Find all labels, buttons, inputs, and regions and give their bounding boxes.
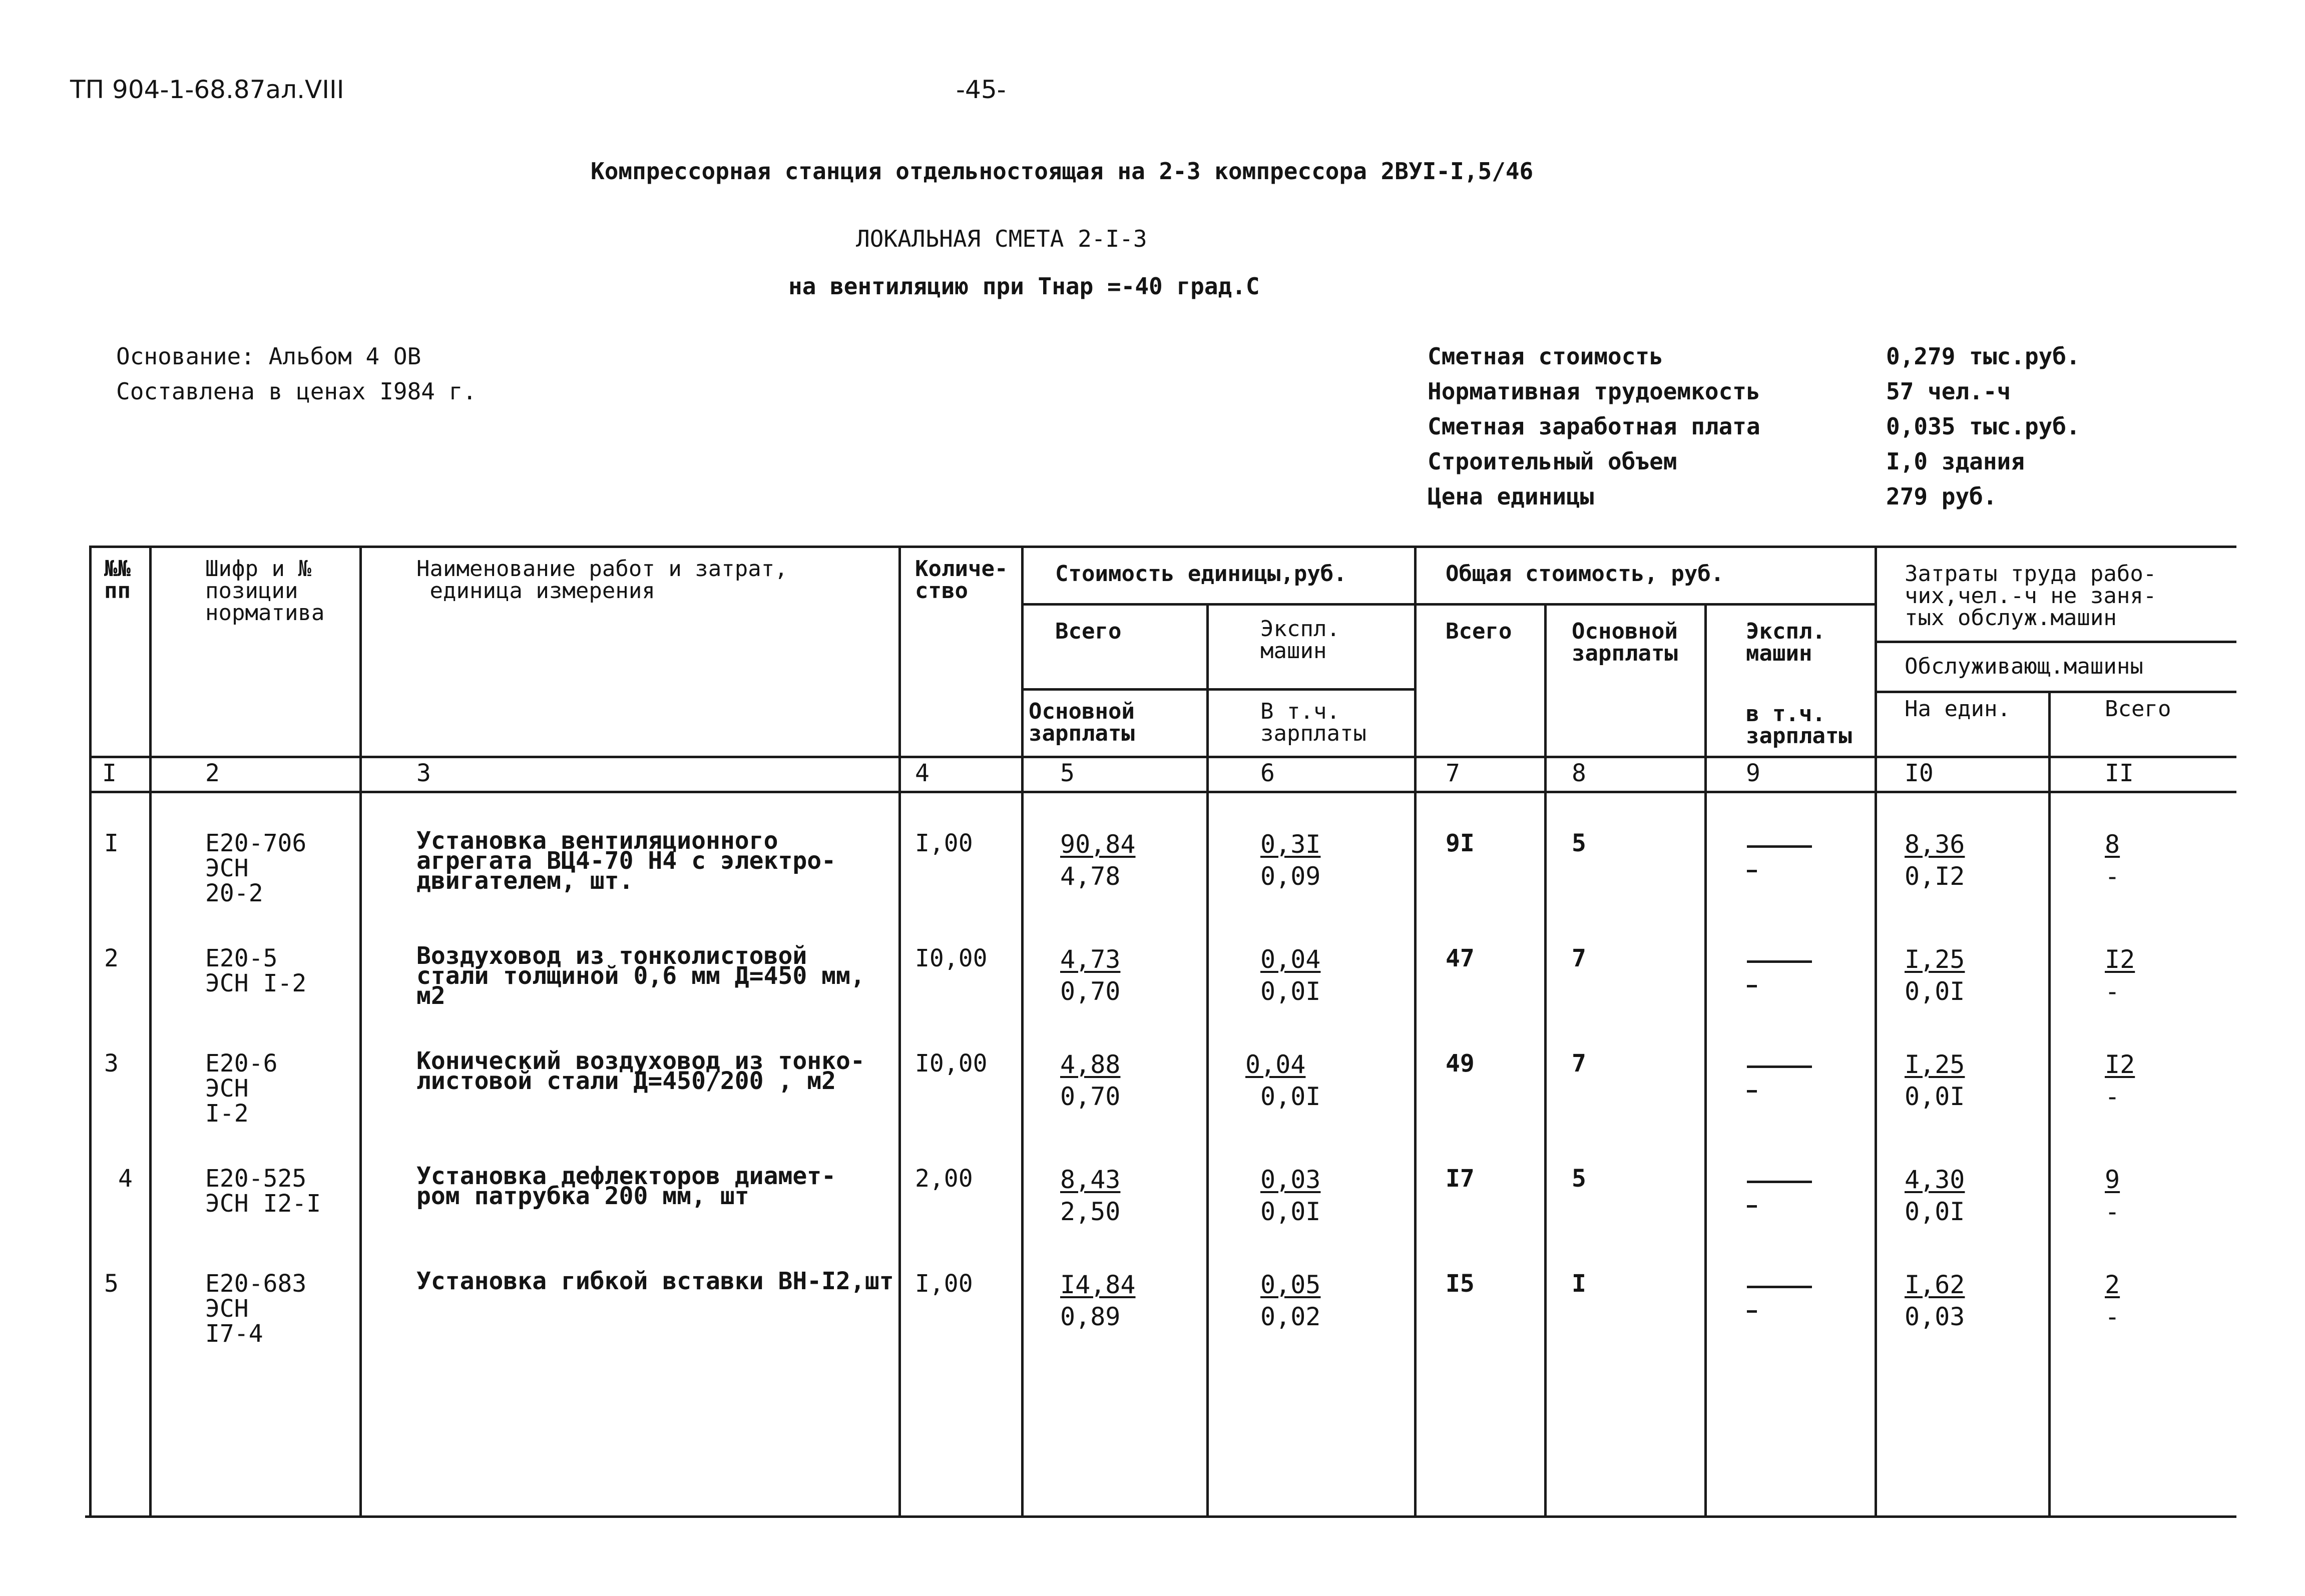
unit-total: 90,84 — [1060, 830, 1136, 859]
unit-incl-wages: 0,0I — [1260, 1197, 1321, 1226]
unit-incl-wages: 0,0I — [1260, 977, 1321, 1006]
table-top-rule — [89, 546, 2236, 548]
unit-wages: 0,89 — [1060, 1302, 1121, 1331]
total-machines-blank — [1747, 1164, 1822, 1208]
col-divider — [1704, 603, 1707, 1518]
row-quantity: I,00 — [915, 1270, 973, 1298]
row-code: Е20-706 ЭСН 20-2 — [205, 829, 307, 907]
row-unit-cost — [1060, 1048, 1140, 1113]
total-machines-blank — [1747, 943, 1822, 987]
col-number: 7 — [1446, 759, 1460, 787]
col-divider — [1021, 546, 1024, 1518]
unit-wages: 2,50 — [1060, 1197, 1121, 1226]
col-number: 6 — [1260, 759, 1275, 787]
total-all: 9I — [1446, 829, 1475, 857]
row-number: 2 — [104, 944, 119, 972]
summary-label: Строительный объем — [1428, 448, 1677, 475]
col-divider — [2048, 691, 2051, 1518]
labor-total: 9 — [2105, 1165, 2120, 1194]
row-unit-cost — [1060, 1164, 1140, 1228]
labor-service-rule — [1875, 691, 2236, 693]
row-number: 4 — [118, 1165, 133, 1193]
unit-wages: 0,70 — [1060, 1082, 1121, 1111]
summary-value: 279 руб. — [1886, 483, 1997, 510]
summary-value: I,0 здания — [1886, 448, 2025, 475]
basis-prices: Составлена в ценах I984 г. — [116, 378, 477, 405]
unit-cost-subrule — [1021, 688, 1414, 691]
summary-label: Нормативная трудоемкость — [1428, 378, 1760, 405]
header-labor-service: Обслуживающ.машины — [1905, 654, 2143, 679]
labor-total-dash: - — [2105, 977, 2120, 1006]
row-unit-cost — [1060, 943, 1140, 1007]
row-name: Установка дефлекторов диамет- ром патрубка 200 мм, шт — [416, 1162, 836, 1210]
labor-total-dash: - — [2105, 862, 2120, 891]
labor-service: 0,0I — [1905, 977, 1965, 1006]
header-quantity: Количе- ство — [915, 556, 1008, 604]
unit-incl-wages: 0,02 — [1260, 1302, 1321, 1331]
station-title: Компрессорная станция отдельностоящая на 2-3 компрессора 2ВУI-I,5/46 — [591, 158, 1534, 185]
total-wages: I — [1572, 1270, 1586, 1298]
col-divider — [898, 546, 901, 1518]
col-number: 8 — [1572, 759, 1586, 787]
col-number: 9 — [1746, 759, 1760, 787]
unit-total: 4,73 — [1060, 945, 1121, 974]
row-unit-machines — [1260, 828, 1340, 892]
row-unit-machines — [1260, 943, 1340, 1007]
summary-label: Цена единицы — [1428, 483, 1594, 510]
labor-total-dash: - — [2105, 1302, 2120, 1331]
page-number: -45- — [956, 75, 1006, 104]
unit-wages: 4,78 — [1060, 862, 1121, 891]
table-bottom-rule — [85, 1515, 2236, 1518]
summary-value: 57 чел.-ч — [1886, 378, 2011, 405]
row-labor-total — [2105, 943, 2185, 1007]
labor-rule — [1875, 641, 2236, 643]
total-all: I7 — [1446, 1165, 1475, 1193]
labor-total: 2 — [2105, 1270, 2120, 1299]
unit-total: 8,43 — [1060, 1165, 1121, 1194]
header-total-wages: Основной зарплаты — [1572, 619, 1678, 666]
col-number: 3 — [416, 759, 431, 787]
header-no: №№ пп — [104, 556, 131, 604]
header-labor: Затраты труда рабо- чих,чел.-ч не заня- тых обслуж.машин — [1905, 561, 2157, 631]
labor-total: I2 — [2105, 1050, 2135, 1079]
labor-unit: I,62 — [1905, 1270, 1965, 1299]
labor-total: I2 — [2105, 945, 2135, 974]
row-number: 3 — [104, 1049, 119, 1078]
row-labor-total — [2105, 1269, 2185, 1333]
labor-unit: I,25 — [1905, 945, 1965, 974]
summary-label: Сметная стоимость — [1428, 343, 1663, 370]
header-labor-unit: На един. — [1905, 696, 2011, 722]
row-quantity: I0,00 — [915, 944, 988, 972]
col-divider — [359, 546, 362, 1518]
estimate-title: ЛОКАЛЬНАЯ СМЕТА 2-I-3 — [856, 225, 1147, 252]
labor-total-dash: - — [2105, 1082, 2120, 1111]
row-quantity: I,00 — [915, 829, 973, 857]
total-all: 49 — [1446, 1049, 1475, 1078]
header-total-incl-wages: в т.ч. зарплаты — [1746, 701, 1852, 749]
header-name: Наименование работ и затрат, единица измерения — [416, 556, 788, 604]
col-number: II — [2105, 759, 2134, 787]
row-labor-total — [2105, 1048, 2185, 1113]
header-total-machines: Экспл. машин — [1746, 619, 1825, 666]
unit-incl-wages: 0,0I — [1260, 1082, 1321, 1111]
labor-service: 0,03 — [1905, 1302, 1965, 1331]
header-unit-total: Всего — [1055, 619, 1122, 644]
row-code: Е20-5 ЭСН I-2 — [205, 944, 307, 997]
row-name: Установка вентиляционного агрегата ВЦ4-70 Н4 с электро- двигателем, шт. — [416, 827, 836, 895]
row-quantity: I0,00 — [915, 1049, 988, 1078]
col-divider — [1414, 546, 1417, 1518]
unit-machines: 0,04 — [1245, 1050, 1306, 1079]
total-machines-blank — [1747, 1048, 1822, 1093]
labor-unit: 4,30 — [1905, 1165, 1965, 1194]
unit-total: 4,88 — [1060, 1050, 1121, 1079]
row-code: Е20-683 ЭСН I7-4 — [205, 1270, 307, 1348]
row-labor-total — [2105, 828, 2185, 892]
row-code: Е20-525 ЭСН I2-I — [205, 1165, 321, 1218]
header-code: Шифр и № позиции норматива — [205, 556, 325, 626]
total-wages: 7 — [1572, 944, 1586, 972]
row-labor-unit — [1905, 1269, 1985, 1333]
labor-unit: 8,36 — [1905, 830, 1965, 859]
unit-machines: 0,03 — [1260, 1165, 1321, 1194]
row-unit-machines — [1260, 1164, 1340, 1228]
estimate-subtitle: на вентиляцию при Тнар =-40 град.С — [788, 273, 1260, 300]
row-labor-unit — [1905, 828, 1985, 892]
labor-total-dash: - — [2105, 1197, 2120, 1226]
unit-machines: 0,05 — [1260, 1270, 1321, 1299]
labor-service: 0,0I — [1905, 1082, 1965, 1111]
header-unit-wages: Основной зарплаты — [1029, 699, 1135, 746]
col-divider — [1875, 546, 1877, 1518]
col-number-rule — [89, 791, 2236, 793]
document-code: ТП 904-1-68.87ал.VIII — [70, 75, 344, 104]
header-unit-machines: Экспл. машин — [1260, 616, 1340, 664]
labor-total: 8 — [2105, 830, 2120, 859]
col-number: I0 — [1905, 759, 1934, 787]
col-number: 5 — [1060, 759, 1075, 787]
summary-value: 0,035 тыс.руб. — [1886, 413, 2080, 440]
row-unit-cost — [1060, 828, 1140, 892]
header-total-all: Всего — [1446, 619, 1512, 644]
row-labor-unit — [1905, 1048, 1985, 1113]
col-divider — [1206, 603, 1209, 1518]
labor-unit: I,25 — [1905, 1050, 1965, 1079]
header-unit-incl-wages: В т.ч. зарплаты — [1260, 699, 1366, 746]
row-unit-machines — [1260, 1269, 1340, 1333]
total-wages: 7 — [1572, 1049, 1586, 1078]
row-unit-machines — [1245, 1048, 1325, 1113]
summary-label: Сметная заработная плата — [1428, 413, 1760, 440]
total-machines-blank — [1747, 828, 1822, 872]
col-number: 2 — [205, 759, 220, 787]
header-bottom-rule — [89, 756, 2236, 758]
unit-incl-wages: 0,09 — [1260, 862, 1321, 891]
row-name: Воздуховод из тонколистовой стали толщиной 0,6 мм Д=450 мм, м2 — [416, 942, 865, 1010]
header-labor-all: Всего — [2105, 696, 2171, 722]
row-name: Установка гибкой вставки ВН-I2,шт — [416, 1267, 894, 1295]
summary-value: 0,279 тыс.руб. — [1886, 343, 2080, 370]
total-cost-rule — [1414, 603, 1875, 606]
row-number: I — [104, 829, 119, 857]
unit-wages: 0,70 — [1060, 977, 1121, 1006]
col-divider — [89, 546, 92, 1518]
unit-cost-rule — [1021, 603, 1414, 606]
labor-service: 0,0I — [1905, 1197, 1965, 1226]
total-all: 47 — [1446, 944, 1475, 972]
row-code: Е20-6 ЭСН I-2 — [205, 1049, 278, 1128]
col-divider — [149, 546, 152, 1518]
unit-machines: 0,04 — [1260, 945, 1321, 974]
row-quantity: 2,00 — [915, 1165, 973, 1193]
header-total-cost: Общая стоимость, руб. — [1446, 561, 1724, 587]
total-machines-blank — [1747, 1269, 1822, 1313]
row-name: Конический воздуховод из тонко- листовой стали Д=450/200 , м2 — [416, 1047, 865, 1095]
unit-total: I4,84 — [1060, 1270, 1136, 1299]
total-wages: 5 — [1572, 1165, 1586, 1193]
basis-album: Основание: Альбом 4 ОВ — [116, 343, 421, 370]
header-unit-cost: Стоимость единицы,руб. — [1055, 561, 1347, 587]
total-all: I5 — [1446, 1270, 1475, 1298]
col-divider — [1544, 603, 1547, 1518]
row-labor-unit — [1905, 1164, 1985, 1228]
row-labor-unit — [1905, 943, 1985, 1007]
row-labor-total — [2105, 1164, 2185, 1228]
total-wages: 5 — [1572, 829, 1586, 857]
row-unit-cost — [1060, 1269, 1140, 1333]
col-number: 4 — [915, 759, 930, 787]
col-number: I — [102, 759, 117, 787]
labor-service: 0,I2 — [1905, 862, 1965, 891]
row-number: 5 — [104, 1270, 119, 1298]
unit-machines: 0,3I — [1260, 830, 1321, 859]
